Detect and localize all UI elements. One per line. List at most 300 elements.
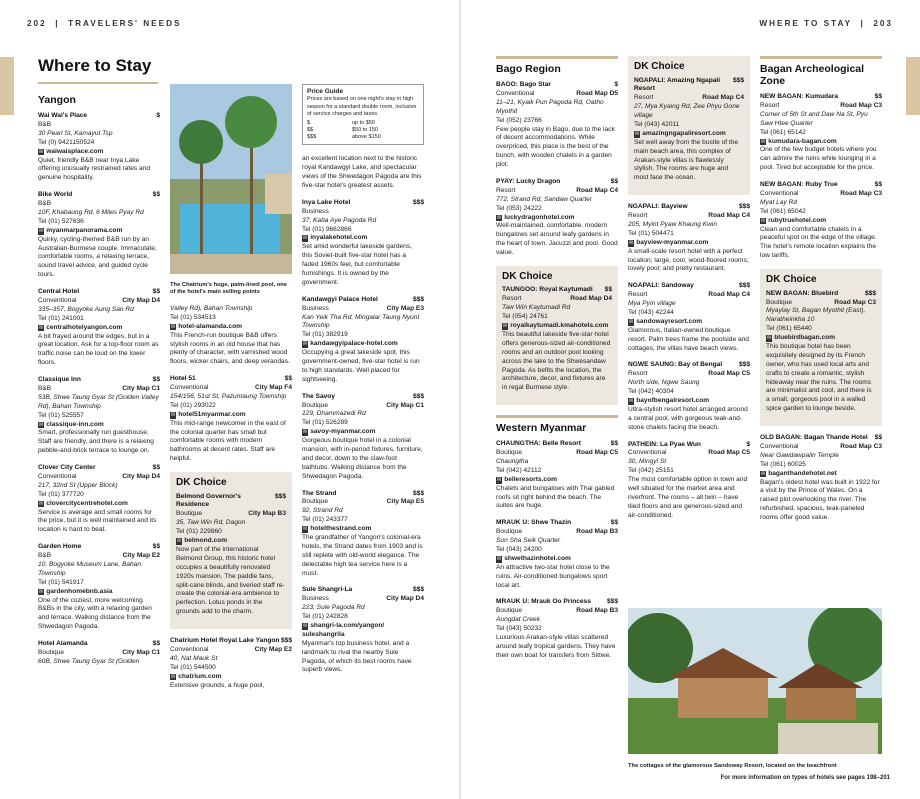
hotel-website[interactable]: ✉ hotelthestrand.com: [302, 525, 424, 534]
dk-choice-box: [760, 269, 882, 426]
map-ref: City Map E3: [386, 304, 424, 312]
hotel-name: Inya Lake Hotel: [302, 198, 351, 206]
map-ref: City Map E2: [254, 645, 292, 653]
hotel-website[interactable]: ✉ myanmarpanorama.com: [38, 227, 160, 236]
price-band: $$$: [280, 637, 292, 645]
hotel-tel: Tel (054) 24761: [502, 313, 548, 321]
hotel-name-row: [38, 376, 160, 385]
map-ref: Road Map C5: [708, 370, 750, 378]
hotel-type: Business: [302, 595, 329, 603]
hotel-entry: [628, 361, 750, 432]
hotel-type-row: [766, 299, 876, 308]
hotel-type-row: [496, 449, 618, 458]
hotel-name-row: [766, 290, 876, 299]
hotel-description: The most comfortable option in town and well situated for the market area and riverfront. The rooms – all twin – have tiled floors and are generous-sized and air-conditioned.: [628, 476, 748, 519]
map-ref: Road Map B3: [576, 528, 618, 536]
hotel-tel: Tel (01) 526289: [302, 419, 348, 427]
column-rule: [496, 415, 618, 418]
hotel-tel: Tel (01) 293022: [170, 401, 216, 409]
hotel-website[interactable]: ✉ shwethazinhotel.com: [496, 555, 618, 564]
column-6: [760, 56, 882, 606]
hotel-description: A bit frayed around the edges, but in a great location. Ask for a top-floor room as traffic noise can be loud on the lower floors.: [38, 332, 159, 367]
map-ref: City Map D4: [122, 296, 160, 304]
hotel-name-row: [502, 286, 612, 295]
dk-choice-title: DK Choice: [176, 477, 227, 489]
hotel-name-row: [760, 93, 882, 102]
hotel-type: Conventional: [628, 449, 667, 457]
map-ref: Road Map D5: [576, 89, 618, 97]
entry-continued-tel: Tel (01) 534513: [170, 313, 216, 321]
price-band: $$: [874, 181, 882, 189]
hotel-type-row: [170, 646, 292, 655]
hotel-type-row: [38, 649, 160, 658]
hotel-address: 335–357, Bogyoke Aung San Rd: [38, 305, 134, 313]
hotel-name-row: [170, 375, 292, 384]
hotel-name: Central Hotel: [38, 288, 80, 296]
map-ref: Road Map C3: [840, 102, 882, 110]
hotel-name: NEW BAGAN: Bluebird: [766, 289, 839, 297]
hotel-type: B&B: [38, 552, 52, 560]
hotel-name: OLD BAGAN: Bagan Thande Hotel: [760, 434, 868, 442]
right-running-header: WHERE TO STAY | 203: [759, 19, 893, 28]
hotel-entry: [496, 440, 618, 511]
price-band: $$$: [738, 203, 750, 211]
column-rule: [760, 56, 882, 59]
hotel-entry: [302, 199, 424, 288]
hotel-description: Clean and comfortable chalets in a peaceful spot on the edge of the village. The hotel's remote location explains the low tariffs.: [760, 225, 877, 260]
hotel-website[interactable]: ✉ bluebirdbagan.com: [766, 334, 876, 343]
hotel-type: Boutique: [302, 401, 329, 409]
hotel-tel: Tel (01) 541917: [38, 578, 84, 586]
map-ref: Road Map C4: [708, 212, 750, 220]
hotel-name-row: [496, 178, 618, 187]
hotel-website[interactable]: ✉ amazingngapaliresort.com: [634, 130, 744, 139]
hotel-type-row: [302, 208, 424, 217]
price-band: $$: [152, 640, 160, 648]
hotel-entry: [38, 376, 160, 456]
hotel-address: Kan Yeik Tha Rd, Mingalar Taung Nyunt Township: [302, 313, 420, 330]
hotel-address: 53B, Shwe Taung Gyar St (Golden Valley Rd), Bahan Township: [38, 393, 159, 410]
hotel-website[interactable]: ✉ rubytruehotel.com: [760, 217, 882, 226]
pool-photo: [170, 84, 292, 274]
price-band: $$: [610, 519, 618, 527]
price-band: $$$: [412, 295, 424, 303]
hotel-website[interactable]: ✉ kandawgyipalace-hotel.com: [302, 340, 424, 349]
hotel-type-row: [176, 510, 286, 519]
hotel-entry: [766, 290, 876, 414]
hotel-type: Resort: [628, 212, 648, 220]
map-ref: Road Map B3: [576, 607, 618, 615]
price-guide-box: [302, 84, 424, 145]
map-ref: Road Map C3: [840, 443, 882, 451]
hotel-name-row: [38, 464, 160, 473]
hotel-website[interactable]: ✉ kumudara-bagan.com: [760, 138, 882, 147]
hotel-address: 37, Kaba Aye Pagoda Rd: [302, 216, 377, 224]
hotel-address: Chaungtha: [496, 458, 529, 466]
hotel-type: Conventional: [760, 443, 799, 451]
hotel-entry: [628, 441, 750, 521]
region-heading: Bago Region: [496, 63, 561, 75]
hotel-type-row: [760, 190, 882, 199]
hotel-name: NGWE SAUNG: Bay of Bengal: [628, 361, 723, 369]
hotel-website[interactable]: ✉ bayview-myanmar.com: [628, 239, 750, 248]
price-range: $50 to 150: [352, 127, 378, 133]
hotel-description: Glamorous, Italian-owned boutique resort. Palm trees frame the poolside and cottages; the villas have beach views.: [628, 326, 749, 352]
hotel-name: BAGO: Bago Star: [496, 81, 551, 89]
map-ref: Road Map C4: [702, 94, 744, 102]
hotel-website[interactable]: ✉ gardenhomebnb.asia: [38, 588, 160, 597]
dk-choice-box: [628, 56, 750, 195]
hotel-website[interactable]: ✉ shangri-la.com/yangon/ suleshangrila: [302, 622, 424, 640]
region-heading: Yangon: [38, 94, 76, 106]
hotel-tel: Tel (0) 9421150524: [38, 138, 95, 146]
hotel-type-row: [628, 449, 750, 458]
hotel-website[interactable]: ✉ belleresorts.com: [496, 476, 618, 485]
hotel-tel: Tel (01) 544500: [170, 663, 216, 671]
hotel-type-row: [628, 212, 750, 221]
price-band: $$: [284, 375, 292, 383]
hotel-description: An attractive two-star hotel close to the ruins. Air-conditioned bungalows sport local art.: [496, 563, 610, 589]
hotel-website[interactable]: ✉ chatrium.com: [170, 673, 292, 682]
hotel-name-row: [170, 637, 292, 646]
hotel-type-row: [628, 370, 750, 379]
entry-continued-desc: an excellent location next to the historic royal Kandawgyi Lake, and spectacular views of the Shwedagon Pagoda are this five-star hotel's greatest assets.: [302, 155, 422, 189]
hotel-type-row: [496, 528, 618, 537]
hotel-entry: [760, 434, 882, 523]
price-band: $$$: [412, 586, 424, 594]
price-band: $$$: [412, 198, 424, 206]
hotel-description: One of the coziest, more welcoming B&Bs in the city, with a relaxing garden and terrace. Walking distance from the Shwedagon Pagoda.: [38, 596, 152, 631]
map-ref: City Map C1: [122, 649, 160, 657]
hotel-name-row: [38, 288, 160, 297]
hotel-description: Well-maintained, comfortable, modern bungalows set around leafy gardens in the heart of town. Jacuzzi and pool. Good value.: [496, 222, 618, 257]
hotel-name: The Savoy: [302, 392, 335, 400]
hotel-name-row: [38, 191, 160, 200]
hotel-website[interactable]: ✉ inyalakehotel.com: [302, 234, 424, 243]
hotel-tel: Tel (043) 42244: [628, 308, 674, 316]
hotel-tel: Tel (061) 65142: [760, 128, 806, 136]
hotel-type-row: [502, 295, 612, 304]
hotel-name: NGAPALI: Amazing Ngapali Resort: [634, 76, 721, 93]
hotel-name: Sule Shangri-La: [302, 586, 353, 594]
price-symbol: $$$: [307, 134, 317, 141]
hotel-entry: [170, 375, 292, 464]
hotel-tel: Tel (043) 24200: [496, 546, 542, 554]
hotel-entry: [496, 598, 618, 660]
hotel-address: 30, Mingyi St: [628, 458, 667, 466]
price-band: $$: [152, 543, 160, 551]
hotel-name: Hotel Alamanda: [38, 640, 88, 648]
hotel-name-row: [760, 181, 882, 190]
hotel-tel: Tel (01) 229860: [176, 528, 222, 536]
hotel-entry: [760, 93, 882, 173]
hotel-type-row: [38, 121, 160, 130]
hotel-website[interactable]: ✉ waiwaisplace.com: [38, 148, 160, 157]
hotel-type: Conventional: [38, 296, 77, 304]
hotel-name-row: [302, 199, 424, 208]
dk-choice-title: DK Choice: [766, 274, 817, 286]
hotel-type-row: [302, 498, 424, 507]
hotel-entry: [170, 637, 292, 690]
hotel-name-row: [302, 490, 424, 499]
hotel-description: Service is average and small rooms for the price, but it is well maintained and its location is hard to beat.: [38, 508, 157, 534]
price-guide-row: [307, 134, 419, 141]
price-symbol: $$: [307, 127, 314, 133]
hotel-website[interactable]: ✉ baganthandehotel.net: [760, 470, 882, 479]
hotel-entry: [496, 519, 618, 590]
page-spine: [459, 0, 461, 799]
hotel-name-row: [496, 81, 618, 90]
hotel-entry: [38, 191, 160, 280]
hotel-address: Mya Pyin village: [628, 300, 676, 308]
hotel-name: NGAPALI: Bayview: [628, 203, 688, 211]
hotel-entry: [496, 81, 618, 170]
hotel-entry: [38, 543, 160, 632]
map-ref: City Map C1: [386, 401, 424, 409]
hotel-name: Garden Home: [38, 543, 82, 551]
right-thumb-tab: [906, 57, 920, 115]
price-band: $$: [874, 93, 882, 101]
resort-photo: [628, 608, 882, 754]
hotel-type-row: [38, 552, 160, 561]
hotel-address: 11–21, Kyaik Pun Pagoda Rd, Oatho Myothit: [496, 98, 604, 115]
hotel-name-row: [634, 77, 744, 95]
hotel-type: Conventional: [38, 473, 77, 481]
hotel-type: B&B: [38, 385, 52, 392]
hotel-tel: Tel (01) 504471: [628, 229, 674, 237]
price-band: $$: [604, 286, 612, 294]
title-rule: [38, 82, 158, 84]
hotel-description: Now part of the international Belmond Group, this historic hotel occupies a beautifully renovated 1920s mansion. The paddle fans, split-cane blinds, and liveried staff re-create the colonial-era ambience to perfection. Lotus ponds in the grounds add to the charm.: [176, 545, 285, 616]
price-band: $: [614, 81, 618, 89]
price-symbol: $: [307, 119, 311, 126]
map-ref: City Map D4: [386, 595, 424, 603]
hotel-entry: [496, 178, 618, 258]
hotel-website[interactable]: ✉ hotel51myanmar.com: [170, 411, 292, 420]
hotel-address: Myaylay St, Bagan Myothit (East), Naratheinkha 10: [766, 307, 866, 324]
hotel-type: B&B: [38, 200, 52, 208]
price-guide-note: Prices are based on one night's stay in high season for a standard double room, inclusive of service charges and taxes.: [307, 96, 417, 117]
hotel-type-row: [496, 187, 618, 196]
hotel-address: 92, Strand Rd: [302, 507, 343, 515]
hotel-address: 40, Nat Mauk St: [170, 654, 218, 662]
hotel-name: NGAPALI: Sandoway: [628, 282, 694, 290]
price-guide-row: [307, 127, 419, 134]
hotel-type-row: [496, 607, 618, 616]
hotel-tel: Tel (042) 40304: [628, 388, 674, 396]
hotel-type: Conventional: [496, 89, 535, 97]
hotel-name-row: [628, 203, 750, 212]
hotel-address: Myat Lay Rd: [760, 198, 798, 206]
hotel-description: This beautiful lakeside five-star hotel offers generous-sized air-conditioned rooms and an outdoor pool looking across the lake to the Shwesandaw Pagoda. As befits the location, the architecture, decor, and fixtures are in regal Burmese style.: [502, 330, 611, 392]
map-ref: City Map E5: [386, 498, 424, 506]
hotel-type-row: [170, 384, 292, 393]
hotel-entry: [176, 493, 286, 617]
hotel-description: Quirky, cycling-themed B&B run by an Australian-Burmese couple. Immaculate, comfortable rooms, a relaxing terrace, sound travel advice, and guided cycle tours.: [38, 235, 157, 279]
column-4: [496, 56, 618, 776]
hotel-tel: Tel (042) 42112: [496, 466, 542, 474]
price-guide-row: [307, 120, 419, 127]
hotel-name: MRAUK U: Shwe Thazin: [496, 519, 572, 527]
hotel-website[interactable]: ✉ centralhotelyangon.com: [38, 324, 160, 333]
dk-choice-title: DK Choice: [634, 61, 685, 72]
hotel-name: PATHEIN: La Pyae Wun: [628, 440, 701, 448]
hotel-type-row: [760, 443, 882, 452]
pool-photo-caption: The Chatrium's huge, palm-lined pool, one of the hotel's main selling points: [170, 281, 287, 296]
region-heading: Bagan Archeological Zone: [760, 63, 865, 88]
map-ref: Road Map C5: [708, 449, 750, 457]
hotel-entry: [302, 586, 424, 675]
hotel-address: 129, Dhammazedi Rd: [302, 410, 366, 418]
hotel-description: Bagan's oldest hotel was built in 1922 for a visit by the Prince of Wales. On a raised plot overlooking the river. The refurbished, spacious, teak-paneled rooms offer good value.: [760, 478, 880, 522]
hotel-type: Boutique: [496, 607, 523, 615]
map-ref: City Map D4: [122, 473, 160, 481]
entry-continued-address: Valley Rd), Bahan Township: [170, 304, 253, 312]
hotel-address: Taw Win Kaytumadi Rd: [502, 304, 571, 312]
price-band: $$$: [606, 598, 618, 606]
map-ref: Road Map C5: [576, 449, 618, 457]
hotel-address: 27, Mya Kyaing Rd, Zee Phyu Gone village: [634, 103, 740, 120]
hotel-tel: Tel (052) 23766: [496, 116, 542, 124]
price-band: $$$: [732, 76, 744, 84]
hotel-name-row: [628, 361, 750, 370]
hotel-name: The Strand: [302, 489, 337, 497]
hotel-entry: [628, 282, 750, 353]
hotel-name: Wai Wai's Place: [38, 112, 88, 120]
hotel-address: Corner of 5th St and Daw Na St, Pyu Saw Htee Quarter: [760, 110, 868, 127]
hotel-website[interactable]: ✉ sandowayresort.com: [628, 318, 750, 327]
hotel-name-row: [176, 493, 286, 511]
hotel-tel: Tel (043) 50232: [496, 625, 542, 633]
hotel-description: This boutique hotel has been exquisitely designed by its French owner, who has used local arts and crafts to create a romantic, stylish hideaway near the ruins. The rooms are minimalist and cool, and there is a small, gorgeous pool in a walled spice garden to lounge beside.: [766, 343, 872, 413]
region-heading: Western Myanmar: [496, 422, 587, 435]
hotel-name-row: [38, 640, 160, 649]
hotel-type-row: [496, 90, 618, 99]
hotel-tel: Tel (01) 9662866: [302, 225, 352, 233]
hotel-tel: Tel (01) 377720: [38, 490, 84, 498]
hotel-name: CHAUNGTHA: Belle Resort: [496, 440, 581, 448]
price-band: $$$: [274, 492, 286, 500]
map-ref: Road Map C3: [840, 190, 882, 198]
hotel-name: Hotel 51: [170, 375, 196, 383]
hotel-name: Chatrium Hotel Royal Lake Yangon: [170, 637, 280, 645]
hotel-entry: [760, 181, 882, 261]
hotel-name: TAUNGOO: Royal Kaytumadi: [502, 286, 593, 294]
hotel-website[interactable]: ✉ belmond.com: [176, 537, 286, 546]
hotel-name-row: [496, 598, 618, 607]
hotel-website[interactable]: ✉ clovercitycentrehotel.com: [38, 500, 160, 509]
hotel-tel: Tel (061) 65042: [760, 207, 806, 215]
hotel-description: Luxurious Arakan-style villas scattered around leafy tropical gardens. They have their own boat for transfers from Sittwe.: [496, 634, 616, 659]
hotel-name-row: [302, 393, 424, 402]
hotel-address: Near Gawdawpalin Temple: [760, 451, 839, 459]
price-band: $$$: [738, 282, 750, 290]
hotel-type-row: [302, 305, 424, 314]
hotel-entry: [302, 296, 424, 385]
hotel-type-row: [760, 102, 882, 111]
hotel-type-row: [38, 200, 160, 209]
hotel-description: Chalets and bungalows with Thai gabled roofs sit right behind the beach. The suites are huge.: [496, 484, 615, 510]
hotel-website[interactable]: ✉ savoy-myanmar.com: [302, 428, 424, 437]
hotel-description: This mid-range newcomer in the east of the colonial quarter has small but comfortable rooms with modern bathrooms at decent rates. Staff are helpful.: [170, 419, 286, 463]
hotel-name: NEW BAGAN: Ruby True: [760, 181, 838, 189]
hotel-tel: Tel (061) 60025: [760, 460, 806, 468]
column-5: [628, 56, 750, 606]
hotel-type: Business: [302, 207, 329, 215]
hotel-entry: [38, 288, 160, 368]
hotel-tel: Tel (01) 242828: [302, 613, 348, 621]
map-ref: City Map F4: [254, 384, 292, 392]
hotel-entry: [302, 490, 424, 579]
hotel-type-row: [634, 94, 744, 103]
entry-continued-web[interactable]: ✉ hotel-alamanda.com: [170, 323, 292, 332]
hotel-type-row: [38, 385, 160, 394]
hotel-description: A small-scale resort hotel with a perfect location; large, cool, wood-floored rooms; lovely pool; and pretty restaurant.: [628, 247, 749, 273]
hotel-name-row: [38, 112, 160, 121]
hotel-name: Bike World: [38, 191, 73, 199]
hotel-address: Aungdat Creek: [496, 616, 540, 624]
hotel-type: Resort: [628, 370, 648, 378]
hotel-name-row: [628, 441, 750, 450]
hotel-tel: Tel (01) 382919: [302, 331, 348, 339]
hotel-type: Boutique: [302, 498, 329, 506]
hotel-name-row: [628, 282, 750, 291]
hotel-description: Ultra-stylish resort hotel arranged around a central pool, with gorgeous teak-and-stone chalets facing the beach.: [628, 405, 748, 431]
hotel-type: Boutique: [176, 510, 203, 518]
hotel-website[interactable]: ✉ luckydragonhotel.com: [496, 214, 618, 223]
hotel-tel: Tel (043) 42011: [634, 120, 680, 128]
hotel-description: One of the few budget hotels where you can admire the ruins while lounging in a pool. Tired but acceptable for the price.: [760, 146, 877, 172]
price-band: $: [746, 440, 750, 448]
price-band: $$: [874, 434, 882, 442]
hotel-name-row: [302, 586, 424, 595]
resort-photo-caption: The cottages of the glamorous Sandoway Resort, located on the beachfront: [628, 763, 837, 769]
price-band: $: [156, 112, 160, 120]
hotel-website[interactable]: ✉ classique-inn.com: [38, 421, 160, 430]
hotel-description: Myanmar's top business hotel, and a landmark to rival the nearby Sule Pagoda, of which its best rooms have superb views.: [302, 639, 412, 674]
price-guide-title: Price Guide: [307, 88, 344, 95]
hotel-name-row: [496, 519, 618, 528]
hotel-entry: [38, 112, 160, 183]
price-band: $$$: [864, 289, 876, 297]
map-ref: Road Map C4: [708, 291, 750, 299]
hotel-type: Boutique: [496, 449, 523, 457]
column-rule: [496, 56, 618, 59]
resort-photo-block: [628, 608, 882, 771]
entry-continued-desc: This French-run boutique B&B offers stylish rooms in an old house that has plenty of character, with varnished wood floors, wicker chairs, and deep verandas.: [170, 331, 290, 366]
map-ref: Road Map C4: [576, 186, 618, 194]
hotel-type: B&B: [38, 120, 52, 128]
hotel-name: NEW BAGAN: Kumudara: [760, 93, 839, 101]
hotel-tel: Tel (01) 241001: [38, 314, 84, 322]
hotel-name: MRAUK U: Mrauk Oo Princess: [496, 598, 591, 606]
hotel-type: Conventional: [170, 645, 209, 653]
price-band: $$: [152, 376, 160, 384]
hotel-entry: [38, 464, 160, 535]
hotel-type: Resort: [760, 102, 780, 110]
hotel-description: Quiet, friendly B&B near Inya Lake offering unusually restrained rates and genuine hospitality.: [38, 156, 151, 182]
hotel-type: Resort: [634, 94, 654, 102]
hotel-website[interactable]: ✉ bayofbengalresort.com: [628, 397, 750, 406]
hotel-description: Occupying a great lakeside spot, this government-owned, five-star hotel is run to high standards. Well placed for sightseeing.: [302, 349, 420, 383]
map-ref: City Map B3: [248, 510, 286, 518]
price-band: $$: [610, 440, 618, 448]
hotel-address: 772, Strand Rd, Sandaw Quarter: [496, 195, 593, 203]
hotel-website[interactable]: ✉ royalkaytumadi.kmahotels.com: [502, 322, 612, 331]
hotel-name-row: [496, 440, 618, 449]
footer-note: For more information on types of hotels see pages 198–201: [720, 775, 890, 781]
hotel-entry: [628, 203, 750, 274]
